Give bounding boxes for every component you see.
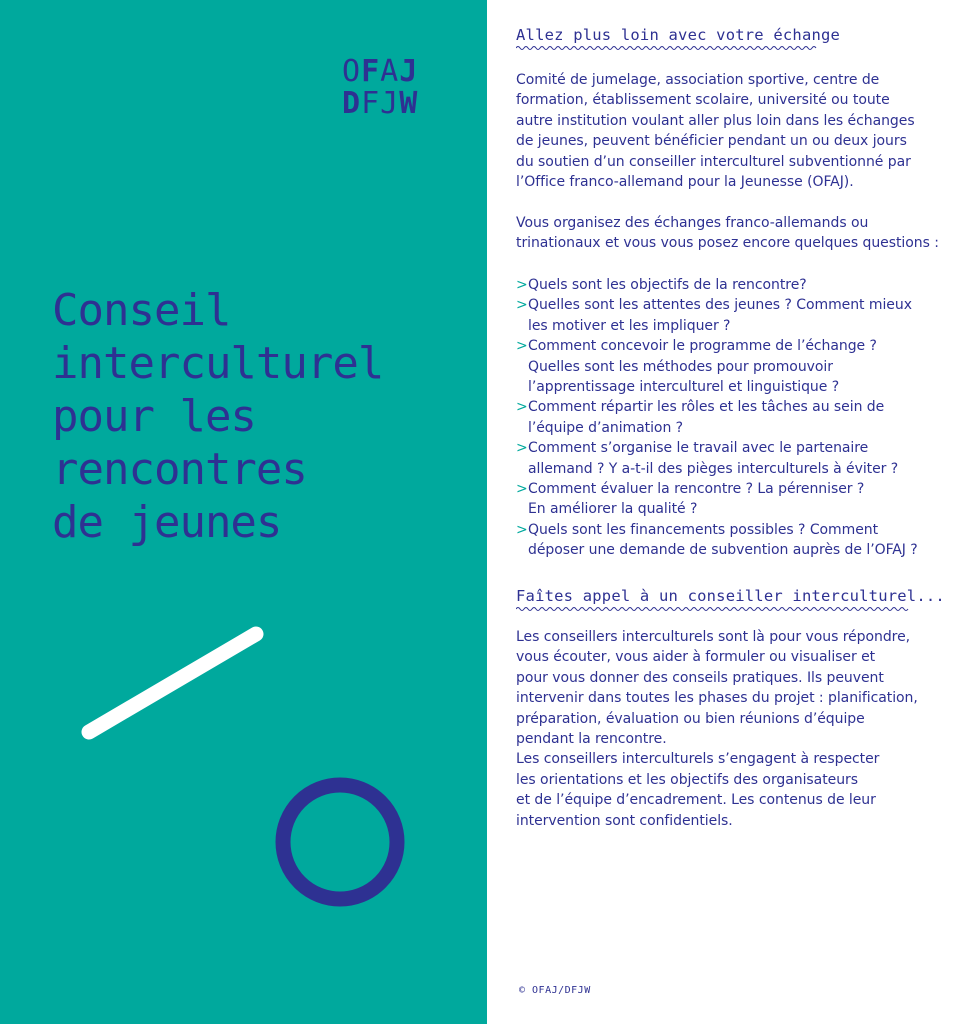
- question-item: > Comment concevoir le programme de l’échange ? Quelles sont les méthodes pour promouvoir l’apprentissage interculturel et linguistique ?: [516, 338, 877, 396]
- question-item: > Quels sont les financements possibles ? Comment déposer une demande de subvention auprès de l’OFAJ ?: [516, 521, 918, 559]
- chevron-right-icon: >: [516, 297, 528, 314]
- question-item: > Comment évaluer la rencontre ? La pérenniser ? En améliorer la qualité ?: [516, 481, 865, 518]
- question-item: > Quels sont les objectifs de la rencontre?: [516, 275, 918, 295]
- chevron-right-icon: >: [516, 521, 528, 538]
- decorative-white-stroke: [89, 634, 256, 732]
- decorative-navy-ring: [283, 785, 397, 899]
- question-list: [516, 275, 918, 561]
- intro-paragraph: Comité de jumelage, association sportive, centre de formation, établissement scolaire, université ou toute autre institution voulant aller plus loin dans les échanges de jeunes, peuvent bénéficier pendant un ou deux jours du soutien d’un conseiller interculturel subventionné par l’Office franco-allemand pour la Jeunesse (OFAJ).: [516, 72, 915, 191]
- wavy-underline: [516, 605, 911, 613]
- title-line: pour les: [52, 391, 256, 442]
- chevron-right-icon: >: [516, 338, 528, 355]
- chevron-right-icon: >: [516, 440, 528, 457]
- wavy-underline: [516, 44, 819, 52]
- title-line: rencontres: [52, 444, 307, 495]
- question-item: > Comment s’organise le travail avec le partenaire allemand ? Y a-t-il des pièges interculturels à éviter ?: [516, 440, 899, 477]
- content-panel: [487, 0, 975, 1024]
- questions-intro-paragraph: Vous organisez des échanges franco-allemands ou trinationaux et vous vous posez encore quelques questions :: [516, 215, 939, 252]
- section-heading-allez-plus-loin: Allez plus loin avec votre échange: [516, 26, 841, 44]
- chevron-right-icon: >: [516, 481, 528, 498]
- cover-panel: [0, 0, 487, 1024]
- logo-line-ofaj: OFAJ: [342, 54, 419, 89]
- question-item: > Quelles sont les attentes des jeunes ? Comment mieux les motiver et les impliquer ?: [516, 297, 912, 334]
- logo-line-dfjw: DFJW: [342, 86, 419, 121]
- title-line: Conseil: [52, 285, 231, 336]
- question-item: > Comment répartir les rôles et les tâches au sein de l’équipe d’animation ?: [516, 399, 885, 436]
- conseillers-paragraph: Les conseillers interculturels sont là pour vous répondre, vous écouter, vous aider à formuler ou visualiser et pour vous donner des conseils pratiques. Ils peuvent intervenir dans toutes les phases du projet : planification, préparation, évaluation ou bien réunions d’équipe pendant la rencontre. Les conseillers interculturels s’engagent à respecter les orientations et les objectifs des organisateurs et de l’équipe d’encadrement. Les contenus de leur intervention sont confidentiels.: [516, 629, 918, 829]
- decorative-shapes: [0, 0, 487, 1024]
- chevron-right-icon: >: [516, 277, 528, 293]
- title-line: interculturel: [52, 338, 384, 389]
- chevron-right-icon: >: [516, 399, 528, 416]
- section-heading-conseiller: Faîtes appel à un conseiller interculturel...: [516, 587, 945, 605]
- title-line: de jeunes: [52, 497, 282, 548]
- copyright-footer: © OFAJ/DFJW: [519, 985, 591, 996]
